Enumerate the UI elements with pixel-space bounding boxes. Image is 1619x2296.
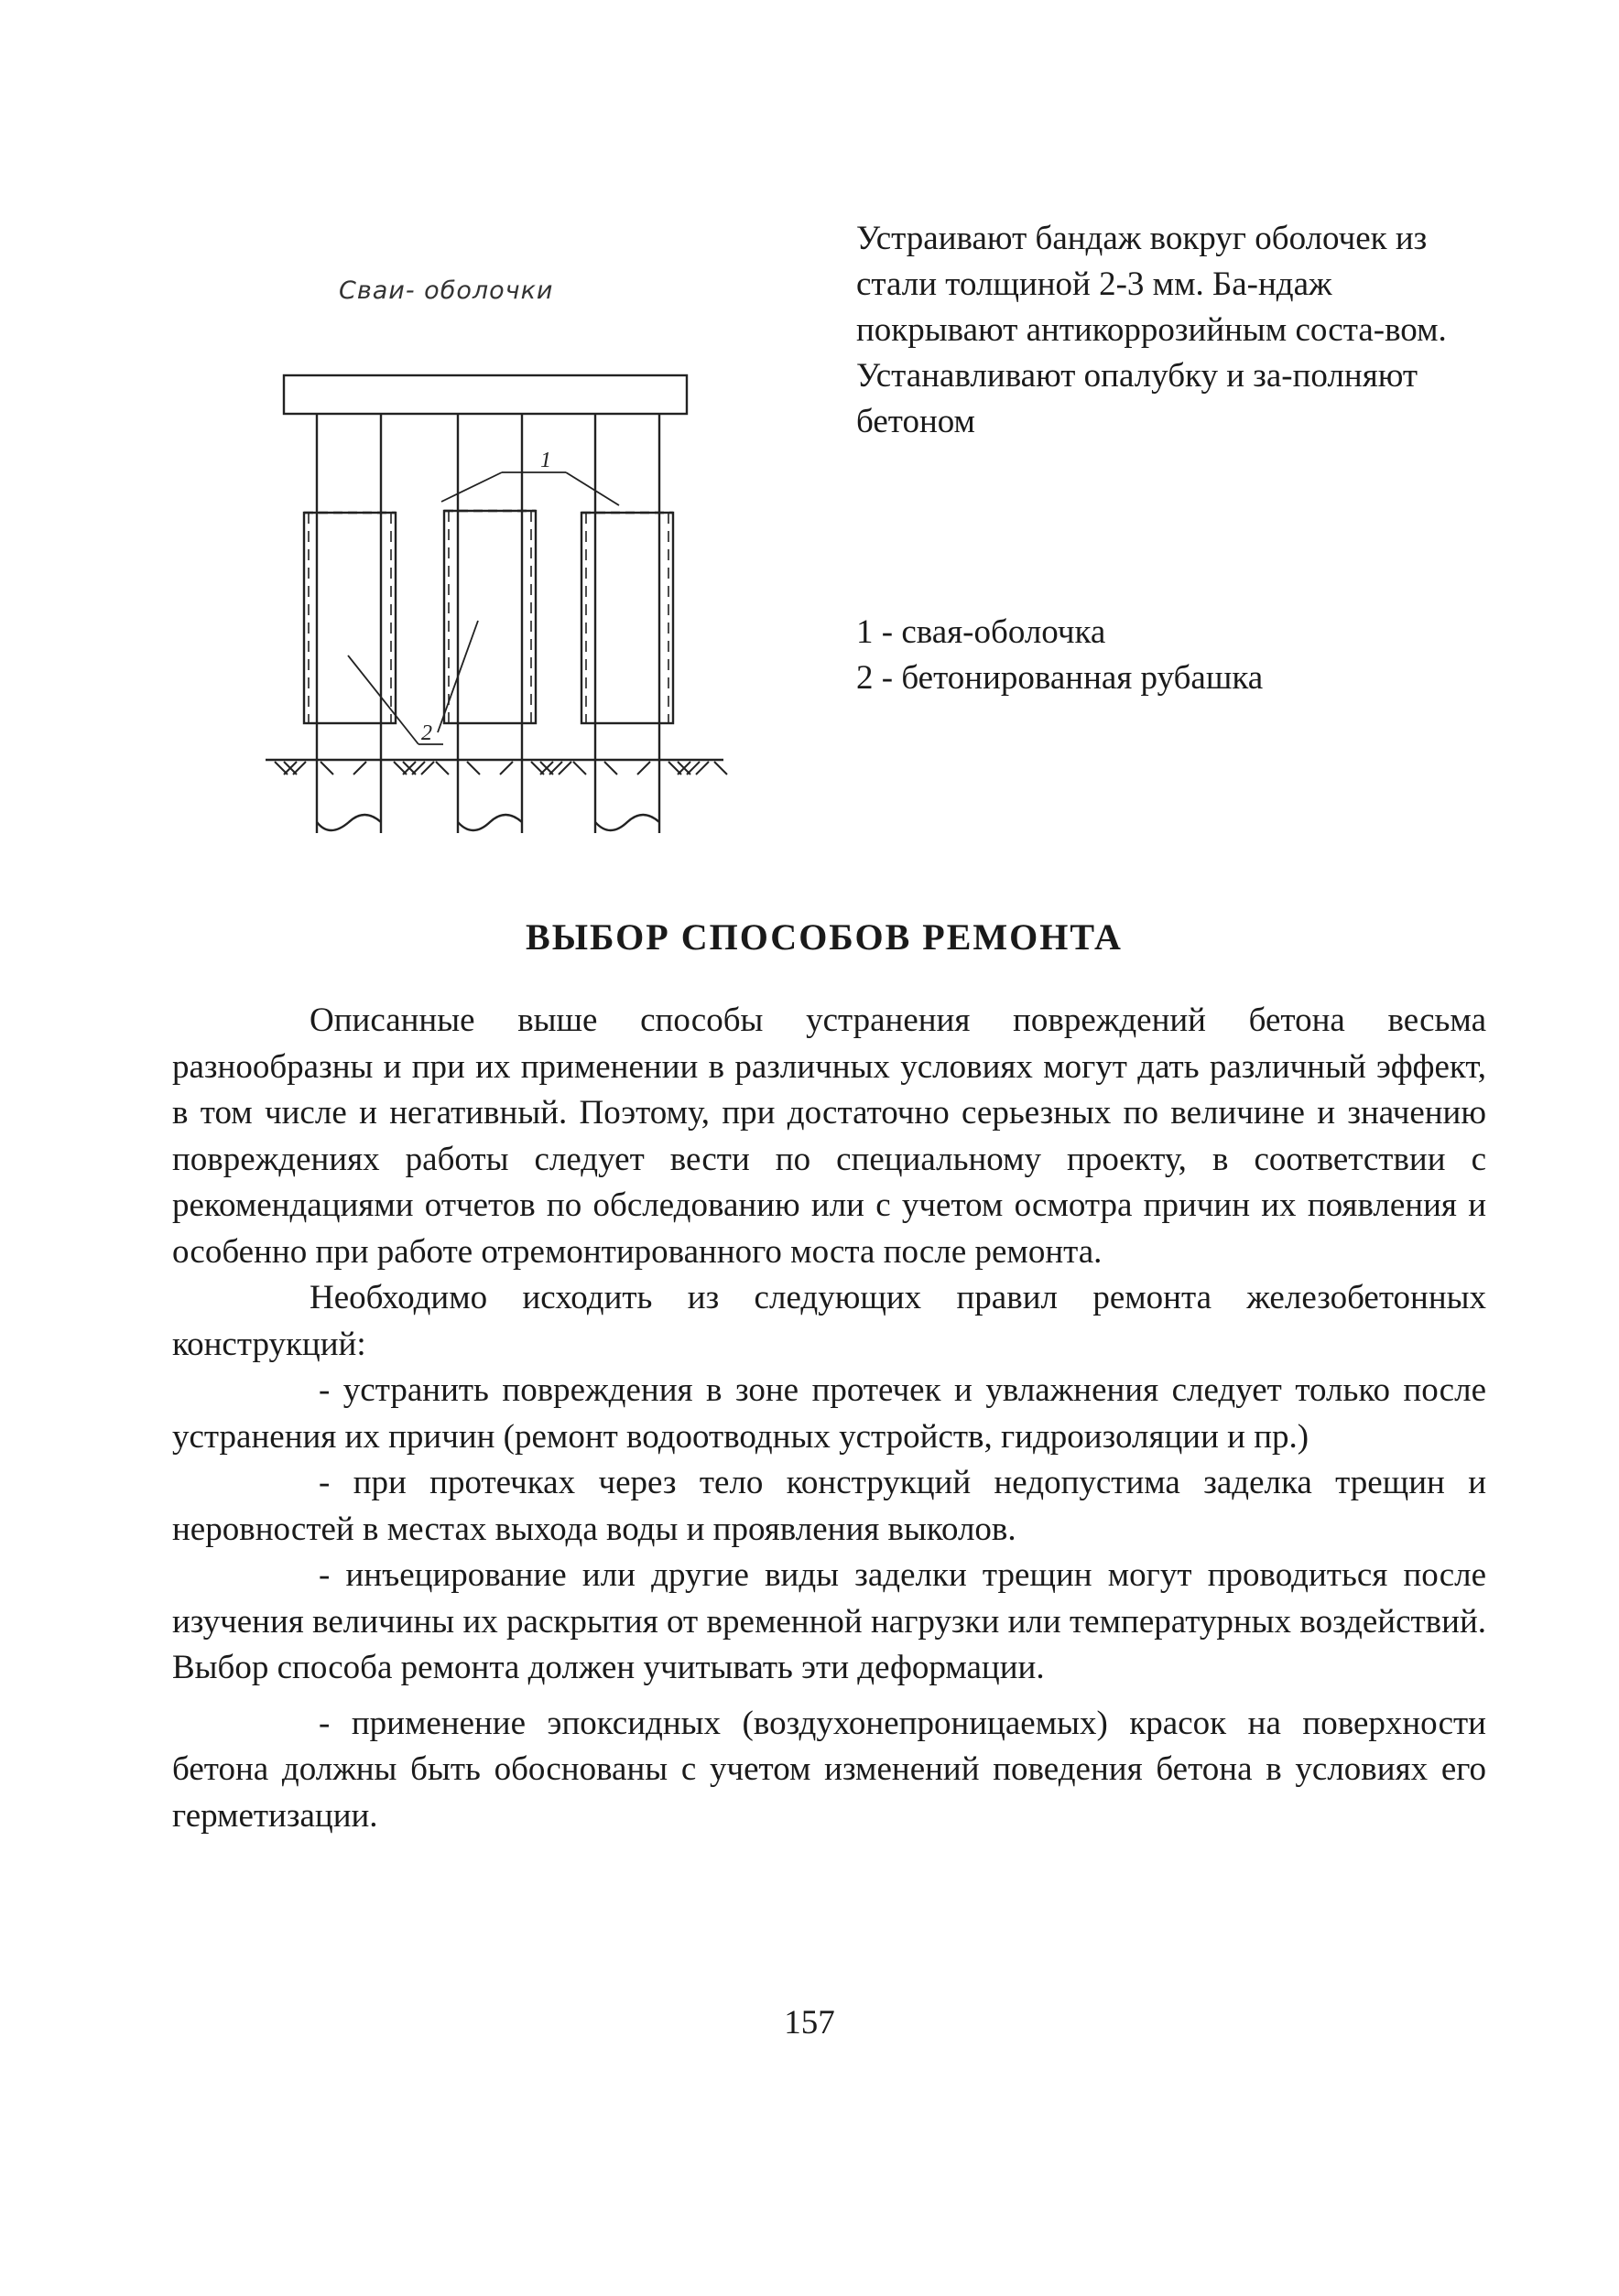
figure-description (856, 216, 1497, 445)
pile-shell-figure (256, 247, 751, 870)
page-number: 157 (784, 2004, 835, 2041)
paragraph: Описанные выше способы устранения повреждений бетона весьма разнообразны и при их применении в различных условиях могут дать различный эффект, в том числе и негативный. Поэтому, при достаточно серьезных по величине и значению повреждениях работы следует вести по специальному проекту, в соответствии с рекомендациями отчетов по обследованию или с учетом осмотра причин их появления и особенно при работе отремонтированного моста после ремонта. (172, 1002, 1486, 1271)
pile-3 (581, 414, 673, 833)
legend-item: 2 - бетонированная рубашка (856, 659, 1264, 697)
rule-item: - устранить повреждения в зоне протечек и увлажнения следует только после устранения их причин (ремонт водоотводных устройств, гидроизоляции и пр.) (172, 1371, 1486, 1456)
figure-legend (856, 610, 1497, 701)
figure-description-text: Устраивают бандаж вокруг оболочек из стали толщиной 2-3 мм. Ба-ндаж покрывают антикоррозийным соста-вом. Устанавливают опалубку и за-полняют бетоном (856, 220, 1447, 440)
section-title: ВЫБОР СПОСОБОВ РЕМОНТА (526, 916, 1123, 958)
legend-item: 1 - свая-оболочка (856, 613, 1106, 651)
figure-caption: Сваи- оболочки (339, 276, 554, 305)
rule-item: - при протечках через тело конструкций недопустима заделка трещин и неровностей в местах выхода воды и проявления выколов. (172, 1464, 1486, 1548)
callout-1-label: 1 (540, 449, 551, 472)
callout-1-leaders (441, 472, 619, 505)
paragraph: Необходимо исходить из следующих правил ремонта железобетонных конструкций: (172, 1279, 1486, 1363)
grillage-beam (284, 375, 687, 414)
pile-shell-drawing (256, 247, 751, 870)
rule-item: - инъецирование или другие виды заделки трещин могут проводиться после изучения величины их раскрытия от временной нагрузки или температурных воздействий. Выбор способа ремонта должен учитывать эти деформации. (172, 1556, 1486, 1686)
pile-1 (304, 414, 396, 833)
body-text (172, 998, 1486, 1839)
callout-2-label: 2 (421, 721, 432, 745)
pile-2 (444, 414, 536, 833)
rule-item: - применение эпоксидных (воздухонепроницаемых) красок на поверхности бетона должны быть обоснованы с учетом изменений поведения бетона в условиях его герметизации. (172, 1704, 1486, 1835)
